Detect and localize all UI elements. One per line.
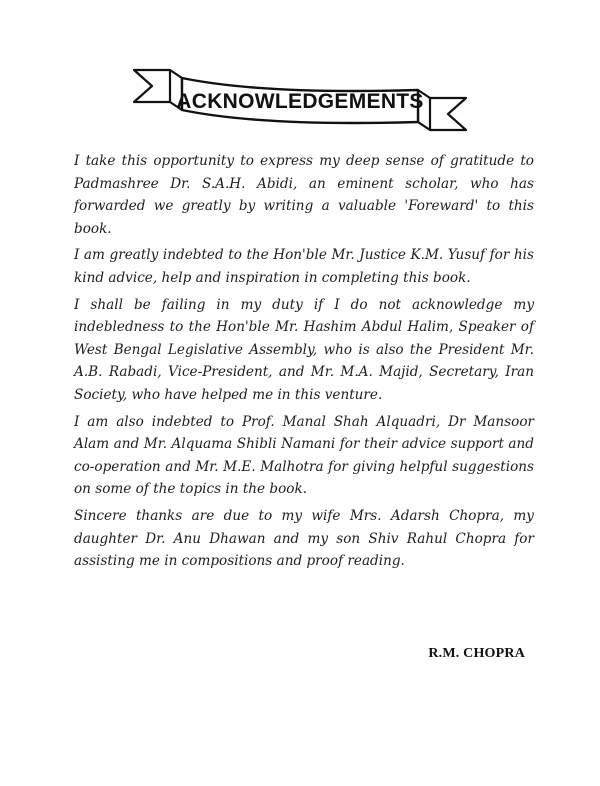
paragraph-1: I take this opportunity to express my deep sense of gratitude to Padmashree Dr. S.A.H. Abidi, an eminent scholar, who has forwarded we greatly by writing a valuable 'Foreward' to this book. — [74, 153, 534, 237]
paragraph-5: Sincere thanks are due to my wife Mrs. Adarsh Chopra, my daughter Dr. Anu Dhawan and my son Shiv Rahul Chopra for assisting me in compositions and proof reading. — [74, 507, 534, 570]
paragraph-3: I shall be failing in my duty if I do not acknowledge my indebledness to the Hon'ble Mr. Hashim Abdul Halim, Speaker of West Bengal Legislative Assembly, who is also the President Mr. A.B. Rabadi, Vice-President, and Mr. M.A. Majid, Secretary, Iran Society, who have helped me in this venture. — [74, 296, 534, 403]
acknowledgement-body — [74, 150, 534, 577]
paragraph-4: I am also indebted to Prof. Manal Shah Alquadri, Dr Mansoor Alam and Mr. Alquama Shibli Namani for their advice support and co-operation and Mr. M.E. Malhotra for giving helpful suggestions on some of the topics in the book. — [74, 413, 534, 498]
ribbon-banner — [130, 48, 470, 156]
page-title: ACKNOWLEDGEMENTS — [176, 90, 424, 113]
author-signature: R.M. CHOPRA — [428, 646, 525, 661]
paragraph-2: I am greatly indebted to the Hon'ble Mr. Justice K.M. Yusuf for his kind advice, help and inspiration in completing this book. — [74, 247, 534, 286]
